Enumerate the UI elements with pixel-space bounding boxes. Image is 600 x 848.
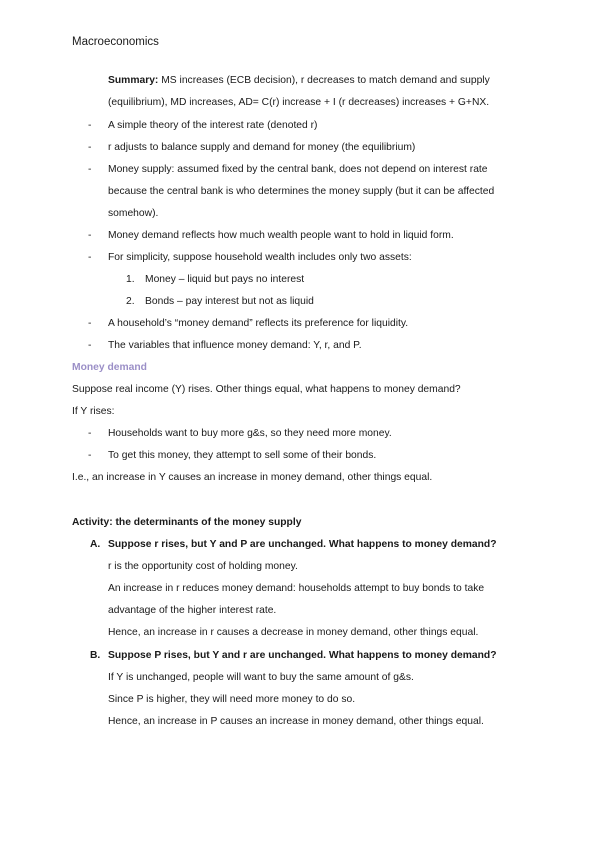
answer-a-line: advantage of the higher interest rate. <box>108 605 277 616</box>
answer-a-line: An increase in r reduces money demand: households attempt to buy bonds to take <box>108 583 485 594</box>
summary-line-2: (equilibrium), MD increases, AD= C(r) increase + I (r decreases) increases + G+NX. <box>108 97 490 108</box>
section-heading-activity: Activity: the determinants of the money supply <box>72 517 302 528</box>
money-demand-bullet-1: Households want to buy more g&s, so they need more money. <box>108 428 392 439</box>
summary-line-1 <box>108 74 490 88</box>
question-b: Suppose P rises, but Y and r are unchanged. What happens to money demand? <box>108 650 497 661</box>
bullet-6: A household’s “money demand” reflects its preference for liquidity. <box>108 318 409 329</box>
paragraph: I.e., an increase in Y causes an increase in money demand, other things equal. <box>72 472 433 483</box>
paragraph: Suppose real income (Y) rises. Other things equal, what happens to money demand? <box>72 384 461 395</box>
bullet-dash: - <box>88 340 92 351</box>
list-letter-b: B. <box>90 650 101 661</box>
summary-text-1: MS increases (ECB decision), r decreases to match demand and supply <box>158 75 490 86</box>
list-item-money: Money – liquid but pays no interest <box>145 274 305 285</box>
bullet-7: The variables that influence money demand: Y, r, and P. <box>108 340 362 351</box>
answer-a-line: Hence, an increase in r causes a decrease in money demand, other things equal. <box>108 627 479 638</box>
bullet-dash: - <box>88 142 92 153</box>
bullet-dash: - <box>88 120 92 131</box>
paragraph: If Y rises: <box>72 406 115 417</box>
answer-b-line: If Y is unchanged, people will want to buy the same amount of g&s. <box>108 672 414 683</box>
bullet-dash: - <box>88 450 92 461</box>
bullet-3-line-1: Money supply: assumed fixed by the central bank, does not depend on interest rate <box>108 164 488 175</box>
bullet-dash: - <box>88 164 92 175</box>
money-demand-bullet-2: To get this money, they attempt to sell some of their bonds. <box>108 450 377 461</box>
list-number-1: 1. <box>126 274 135 285</box>
list-item-bonds: Bonds – pay interest but not as liquid <box>145 296 314 307</box>
bullet-dash: - <box>88 252 92 263</box>
bullet-3-line-3: somehow). <box>108 208 159 219</box>
summary-label: Summary: <box>108 75 159 86</box>
answer-b-line: Hence, an increase in P causes an increase in money demand, other things equal. <box>108 716 484 727</box>
question-a: Suppose r rises, but Y and P are unchanged. What happens to money demand? <box>108 539 497 550</box>
section-heading-money-demand: Money demand <box>72 362 147 373</box>
bullet-1: A simple theory of the interest rate (denoted r) <box>108 120 318 131</box>
list-number-2: 2. <box>126 296 135 307</box>
bullet-dash: - <box>88 230 92 241</box>
bullet-3-line-2: because the central bank is who determines the money supply (but it can be affected <box>108 186 495 197</box>
bullet-dash: - <box>88 428 92 439</box>
answer-a-line: r is the opportunity cost of holding money. <box>108 561 298 572</box>
bullet-2: r adjusts to balance supply and demand for money (the equilibrium) <box>108 142 416 153</box>
answer-b-line: Since P is higher, they will need more money to do so. <box>108 694 356 705</box>
bullet-5: For simplicity, suppose household wealth includes only two assets: <box>108 252 412 263</box>
bullet-4: Money demand reflects how much wealth people want to hold in liquid form. <box>108 230 454 241</box>
page-header: Macroeconomics <box>72 36 159 48</box>
list-letter-a: A. <box>90 539 101 550</box>
bullet-dash: - <box>88 318 92 329</box>
